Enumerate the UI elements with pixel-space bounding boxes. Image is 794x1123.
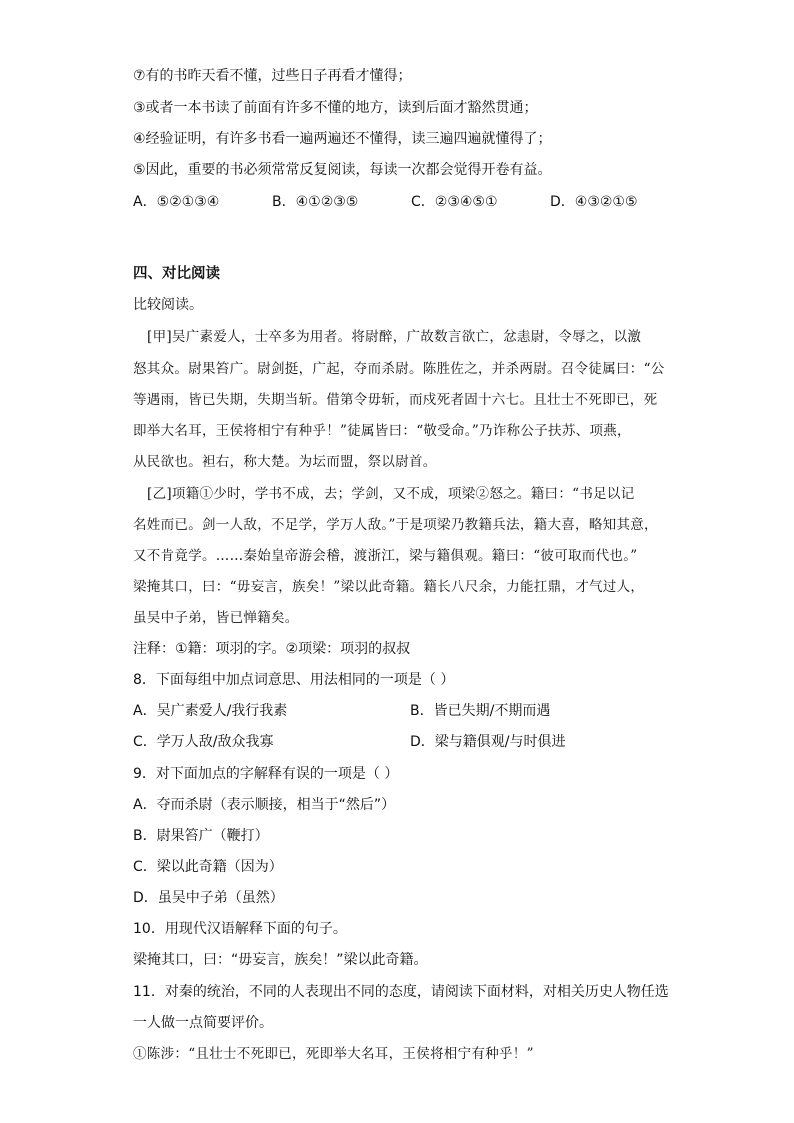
- passage-yi-line: 名姓而已。剑一人敌，不足学，学万人敌。”于是项梁乃教籍兵法，籍大喜，略知其意，: [133, 517, 658, 533]
- q7-item: ④经验证明，有许多书看一遍两遍还不懂得，读三遍四遍就懂得了；: [133, 131, 552, 147]
- q7-option-c: C．②③④⑤①: [411, 194, 498, 210]
- q8-option-d: D．梁与籍俱观/与时俱进: [410, 734, 566, 750]
- q7-option-b: B．④①②③⑤: [272, 194, 359, 210]
- q7-option-d: D．④③②①⑤: [550, 194, 638, 210]
- q8-stem: 8．下面每组中加点词意思、用法相同的一项是（ ）: [133, 672, 455, 688]
- section-title: 四、对比阅读: [133, 266, 220, 282]
- q9-option-c: C．梁以此奇籍（因为）: [133, 859, 283, 875]
- passage-yi-line: [乙]项籍①少时，学书不成，去；学剑，又不成，项梁②怒之。籍曰：“书足以记: [147, 486, 635, 502]
- q8-option-c: C．学万人敌/敌众我寡: [133, 734, 274, 750]
- q9-option-b: B．尉果笞广（鞭打）: [133, 828, 269, 844]
- q7-item: ⑤因此，重要的书必须常常反复阅读，每读一次都会觉得开卷有益。: [133, 162, 552, 178]
- q11-quote: ①陈涉：“且壮士不死即已，死即举大名耳，王侯将相宁有种乎！”: [133, 1046, 534, 1062]
- q10-stem: 10．用现代汉语解释下面的句子。: [133, 921, 347, 937]
- q9-option-a: A．夺而杀尉（表示顺接，相当于“然后”）: [133, 797, 396, 813]
- passage-yi-line: 梁掩其口，曰：“毋妄言，族矣！”梁以此奇籍。籍长八尺余，力能扛鼎，才气过人，: [133, 579, 645, 595]
- q11-stem-line1: 11．对秦的统治，不同的人表现出不同的态度，请阅读下面材料，对相关历史人物任选: [133, 984, 669, 1000]
- passage-yi-line: 又不肯竟学。……秦始皇帝游会稽，渡浙江，梁与籍俱观。籍曰：“彼可取而代也。”: [133, 548, 638, 564]
- q10-sentence: 梁掩其口，曰：“毋妄言，族矣！”梁以此奇籍。: [133, 952, 428, 968]
- annotation-note: 注释：①籍：项羽的字。②项梁：项羽的叔叔: [133, 641, 411, 657]
- passage-jia-line: 从民欲也。袒右，称大楚。为坛而盟，祭以尉首。: [133, 454, 437, 470]
- passage-jia-line: 即举大名耳，王侯将相宁有种乎！”徒属皆曰：“敬受命。”乃诈称公子扶苏、项燕，: [133, 423, 631, 439]
- section-intro: 比较阅读。: [133, 297, 203, 313]
- passage-jia-line: 等遇雨，皆已失期，失期当斩。借第令毋斩，而戍死者固十六七。且壮士不死即已，死: [133, 392, 658, 408]
- q8-option-b: B．皆已失期/不期而遇: [410, 703, 551, 719]
- q8-option-a: A．吴广素爱人/我行我素: [133, 703, 288, 719]
- q7-item: ⑦有的书昨天看不懂，过些日子再看才懂得；: [133, 68, 412, 84]
- q11-stem-line2: 一人做一点简要评价。: [133, 1015, 273, 1031]
- passage-jia-line: [甲]吴广素爱人，士卒多为用者。将尉醉，广故数言欲亡，忿恚尉，令辱之，以激: [147, 329, 642, 345]
- q9-stem: 9．对下面加点的字解释有误的一项是（ ）: [133, 766, 399, 782]
- q7-option-a: A．⑤②①③④: [133, 194, 220, 210]
- passage-jia-line: 怒其众。尉果笞广。尉剑挺，广起，夺而杀尉。陈胜佐之，并杀两尉。召令徒属曰：“公: [133, 361, 665, 377]
- q9-option-d: D．虽吴中子弟（虽然）: [133, 890, 284, 906]
- passage-yi-line: 虽吴中子弟，皆已惮籍矣。: [133, 610, 299, 626]
- q7-item: ③或者一本书读了前面有许多不懂的地方，读到后面才豁然贯通；: [133, 100, 538, 116]
